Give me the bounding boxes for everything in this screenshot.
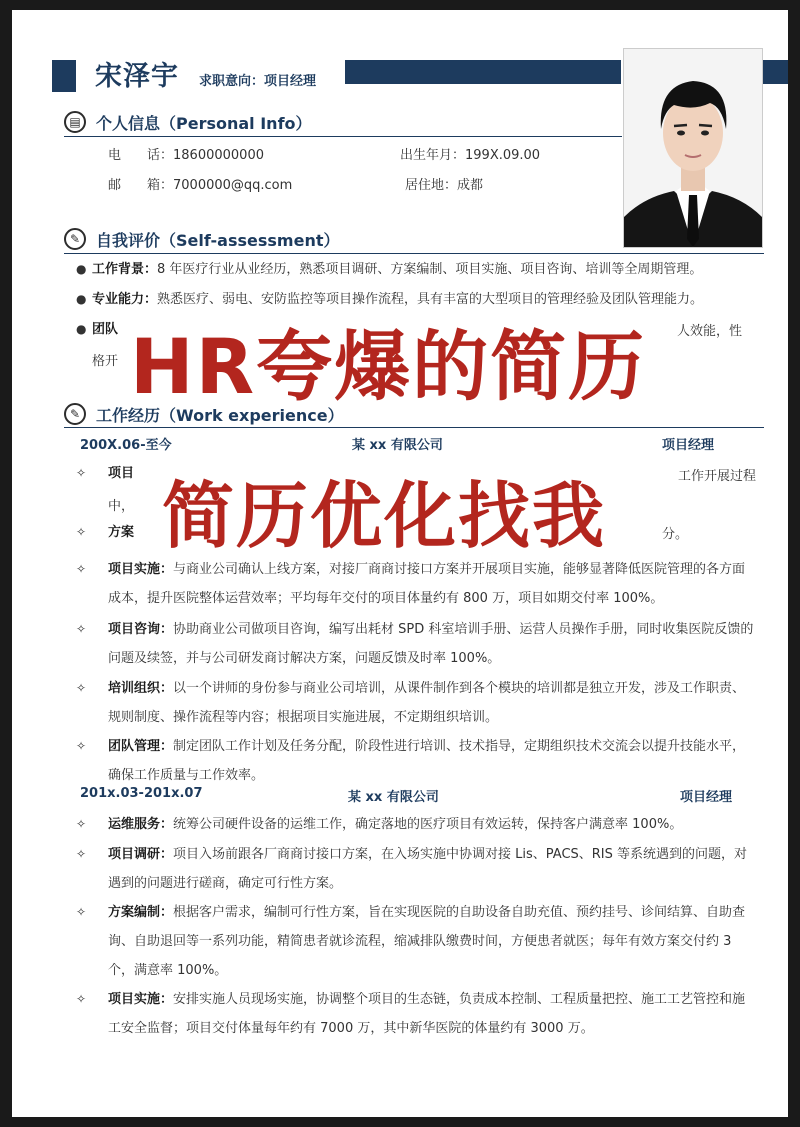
pencil-icon: ✎ [64, 403, 86, 425]
header-band-right [345, 60, 621, 84]
work-item-tail: 工作开展过程 [678, 469, 757, 484]
section-personal-info [64, 109, 312, 135]
work-item: ✧ 方案 [76, 518, 756, 547]
job-company: 某 xx 有限公司 [348, 790, 439, 805]
work-item: ✧ 项目实施：与商业公司确认上线方案，对接厂商商讨接口方案并开展项目实施，能够显著降低医院管理的各方面成本，提升医院整体运营效率；平均每年交付的项目体量约有 800 万，项目如期交付率 100%。 [76, 555, 756, 613]
section-divider [64, 136, 622, 137]
work-item: ✧ 团队管理：制定团队工作计划及任务分配，阶段性进行培训、技术指导，定期组织技术交流会以提升技能水平，确保工作质量与工作效率。 [76, 732, 756, 790]
work-item: ✧ 运维服务：统筹公司硬件设备的运维工作，确定落地的医疗项目有效运转，保持客户满意率 100%。 [76, 810, 756, 839]
job-company: 某 xx 有限公司 [352, 438, 443, 453]
bullet-dot-icon: ● [76, 292, 87, 306]
diamond-icon: ✧ [76, 562, 87, 576]
self-item: ● 工作背景：8 年医疗行业从业经历，熟悉项目调研、方案编制、项目实施、项目咨询、培训等全周期管理。 [76, 255, 756, 284]
job-role: 项目经理 [680, 790, 733, 805]
self-item: ● 团队 [76, 315, 756, 344]
job-header [80, 786, 760, 806]
diamond-icon: ✧ [76, 622, 87, 636]
diamond-icon: ✧ [76, 739, 87, 753]
bullet-dot-icon: ● [76, 262, 87, 276]
work-item: ✧ 项目咨询：协助商业公司做项目咨询，编写出耗材 SPD 科室培训手册、运营人员操作手册，同时收集医院反馈的问题及续签，并与公司研发商讨解决方案，问题反馈及时率 100%。 [76, 615, 756, 673]
section-self-assessment [64, 226, 340, 252]
section-title: 个人信息（Personal Info） [96, 113, 312, 133]
location-field: 居住地：成都 [405, 178, 484, 193]
work-item: ✧ 培训组织：以一个讲师的身份参与商业公司培训，从课件制作到各个模块的培训都是独立开发，涉及工作职责、规则制度、操作流程等内容；根据项目实施进展，不定期组织培训。 [76, 674, 756, 732]
job-intent: 求职意向：项目经理 [199, 74, 317, 89]
section-divider [64, 253, 764, 254]
diamond-icon: ✧ [76, 466, 87, 480]
section-divider [64, 427, 764, 428]
overlay-subline: 简历优化找我 [162, 474, 607, 558]
candidate-name: 宋泽宇 [95, 61, 179, 92]
section-title: 工作经历（Work experience） [96, 405, 344, 425]
job-date: 201x.03-201x.07 [80, 786, 203, 801]
self-item: ● 专业能力：熟悉医疗、弱电、安防监控等项目操作流程，具有丰富的大型项目的管理经验及团队管理能力。 [76, 285, 756, 314]
work-item-cont: 中， [108, 499, 135, 514]
profile-photo [623, 48, 763, 248]
id-card-icon: ▤ [64, 111, 86, 133]
diamond-icon: ✧ [76, 525, 87, 539]
diamond-icon: ✧ [76, 847, 87, 861]
overlay-headline: HR夸爆的简历 [130, 322, 647, 411]
header-band-left [52, 60, 76, 92]
header-band-far [760, 60, 788, 84]
work-item: ✧ 项目实施：安排实施人员现场实施，协调整个项目的生态链，负责成本控制、工程质量把控、施工工艺管控和施工安全监督；项目交付体量每年约有 7000 万，其中新华医院的体量约有 3000 万。 [76, 985, 756, 1043]
bullet-dot-icon: ● [76, 322, 87, 336]
diamond-icon: ✧ [76, 905, 87, 919]
resume-page [12, 10, 788, 1117]
diamond-icon: ✧ [76, 992, 87, 1006]
email-field: 邮 箱：7000000@qq.com [108, 178, 293, 193]
diamond-icon: ✧ [76, 681, 87, 695]
phone-field: 电 话：18600000000 [108, 148, 264, 163]
job-role: 项目经理 [662, 438, 715, 453]
work-item: ✧ 方案编制：根据客户需求，编制可行性方案，旨在实现医院的自助设备自助充值、预约挂号、诊间结算、自助查询、自助退回等一系列功能，精简患者就诊流程，缩减排队缴费时间，方便患者就医；每年有效方案交付约 3 个，满意率 100%。 [76, 898, 756, 985]
job-date: 200X.06-至今 [80, 438, 172, 453]
job-header [80, 434, 760, 454]
section-title: 自我评价（Self-assessment） [96, 230, 340, 250]
work-item: ✧ 项目 [76, 459, 756, 488]
self-item-tail: 人效能，性 [677, 324, 743, 339]
birth-field: 出生年月：199X.09.00 [400, 148, 541, 163]
pencil-icon: ✎ [64, 228, 86, 250]
self-item-cont: 格开 [92, 354, 119, 369]
diamond-icon: ✧ [76, 817, 87, 831]
work-item-tail: 分。 [662, 527, 689, 542]
work-item: ✧ 项目调研：项目入场前跟各厂商商讨接口方案，在入场实施中协调对接 Lis、PACS、RIS 等系统遇到的问题，对遇到的问题进行磋商，确定可行性方案。 [76, 840, 756, 898]
